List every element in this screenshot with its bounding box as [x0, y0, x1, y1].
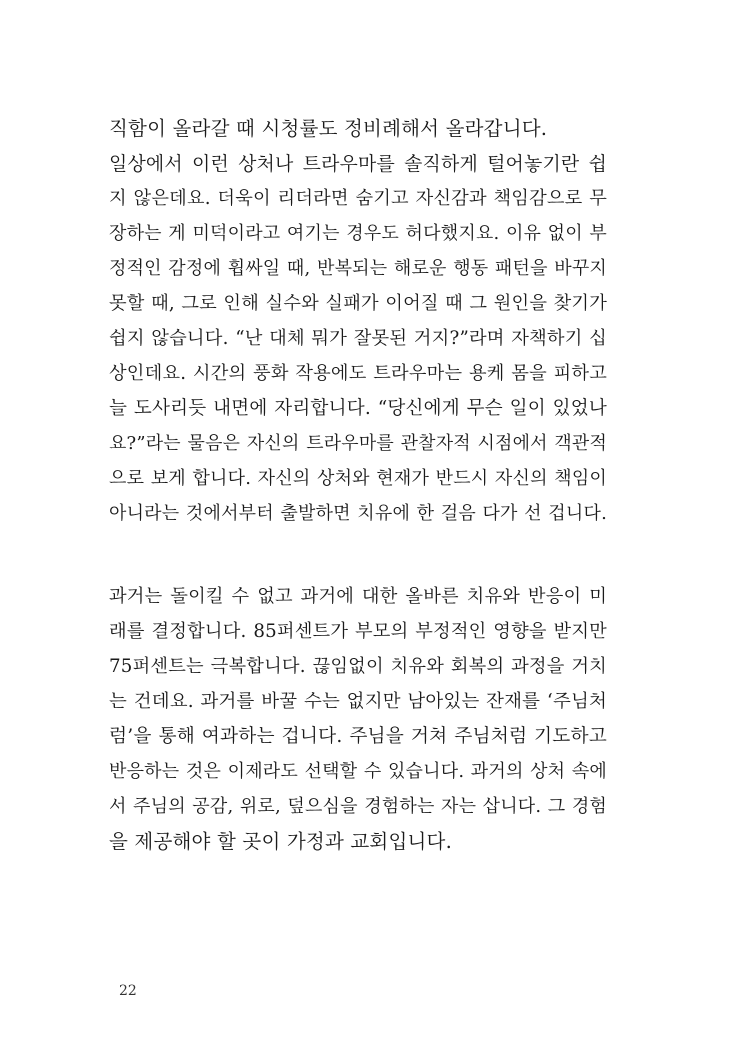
paragraph-2-line-6: 쉽지 않습니다. “난 대체 뭐가 잘못된 거지?”라며 자책하기 십: [109, 328, 607, 349]
paragraph-2-line-10: 으로 보게 합니다. 자신의 상처와 현재가 반드시 자신의 책임이: [109, 468, 607, 489]
paragraph-3-line-7: 서 주님의 공감, 위로, 덮으심을 경험하는 자는 삽니다. 그 경험: [109, 796, 607, 817]
paragraph-2-line-2: 지 않은데요. 더욱이 리더라면 숨기고 자신감과 책임감으로 무: [109, 188, 607, 209]
paragraph-1-line-1: 직함이 올라갈 때 시청률도 정비례해서 올라갑니다.: [109, 117, 548, 140]
paragraph-2-line-11: 아니라는 것에서부터 출발하면 치유에 한 걸음 다가 선 겁니다.: [109, 503, 607, 524]
paragraph-2-line-5: 못할 때, 그로 인해 실수와 실패가 이어질 때 그 원인을 찾기가: [109, 293, 607, 314]
paragraph-3-line-8: 을 제공해야 할 곳이 가정과 교회입니다.: [109, 830, 452, 853]
paragraph-3-line-6: 반응하는 것은 이제라도 선택할 수 있습니다. 과거의 상처 속에: [109, 761, 607, 782]
paragraph-2-line-4: 정적인 감정에 휩싸일 때, 반복되는 해로운 행동 패턴을 바꾸지: [109, 258, 607, 279]
paragraph-3-line-4: 는 건데요. 과거를 바꿀 수는 없지만 남아있는 잔재를 ‘주님처: [109, 691, 607, 712]
paragraph-2-line-1: 일상에서 이런 상처나 트라우마를 솔직하게 털어놓기란 쉽: [109, 153, 607, 175]
paragraph-3-line-1: 과거는 돌이킬 수 없고 과거에 대한 올바른 치유와 반응이 미: [109, 586, 607, 607]
paragraph-3-line-5: 럼’을 통해 여과하는 겁니다. 주님을 거쳐 주님처럼 기도하고: [109, 726, 607, 747]
paragraph-3-line-2: 래를 결정합니다. 85퍼센트가 부모의 부정적인 영향을 받지만: [109, 621, 607, 642]
paragraph-2-line-7: 상인데요. 시간의 풍화 작용에도 트라우마는 용케 몸을 피하고: [109, 363, 607, 384]
paragraph-3-line-3: 75퍼센트는 극복합니다. 끊임없이 치유와 회복의 과정을 거치: [109, 656, 607, 677]
paragraph-2-line-3: 장하는 게 미덕이라고 여기는 경우도 허다했지요. 이유 없이 부: [109, 223, 607, 244]
paragraph-2-line-8: 늘 도사리듯 내면에 자리합니다. “당신에게 무슨 일이 있었나: [109, 398, 607, 419]
paragraph-2-line-9: 요?”라는 물음은 자신의 트라우마를 관찰자적 시점에서 객관적: [109, 433, 607, 454]
page-number: 22: [119, 983, 137, 999]
